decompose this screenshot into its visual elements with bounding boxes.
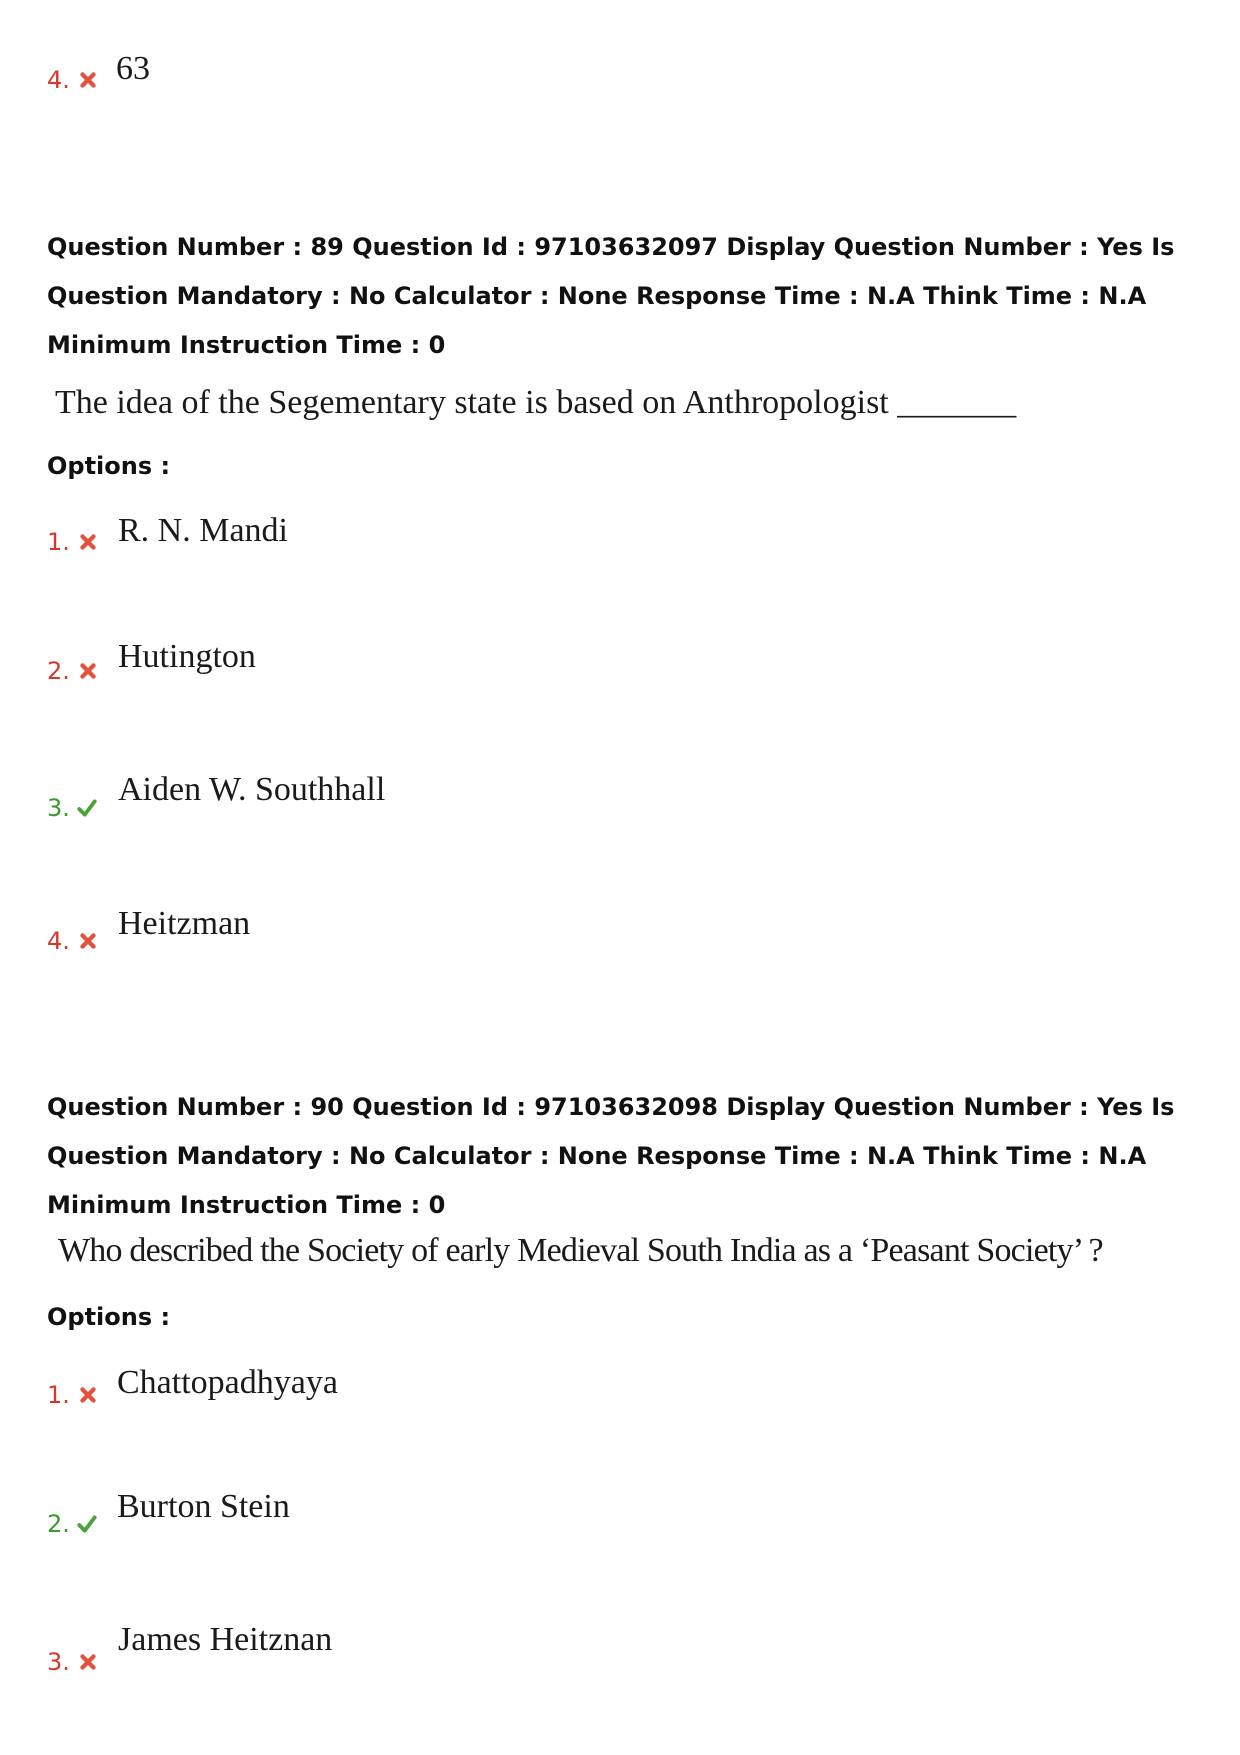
option-text: Aiden W. Southhall	[118, 771, 386, 808]
question-meta: Question Number : 90 Question Id : 97103632098 Display Question Number : Yes Is Question Mandatory : No Calculator : None Response Time : N.A Think Time : N.A Minimum Instruction Time : 0	[47, 1093, 1175, 1219]
option-text: R. N. Mandi	[118, 512, 288, 549]
option-number: 4.	[47, 66, 70, 94]
question-meta: Question Number : 89 Question Id : 97103632097 Display Question Number : Yes Is Question Mandatory : No Calculator : None Response Time : N.A Think Time : N.A Minimum Instruction Time : 0	[47, 233, 1175, 359]
cross-icon	[77, 1384, 99, 1406]
option-number: 1.	[47, 1381, 70, 1409]
options-label: Options :	[47, 1303, 171, 1331]
check-icon	[76, 1513, 98, 1535]
option-number: 4.	[47, 927, 70, 955]
cross-icon	[77, 69, 99, 91]
option-number: 3.	[47, 794, 70, 822]
option-number: 2.	[47, 1510, 70, 1538]
cross-icon	[77, 930, 99, 952]
option-text: Burton Stein	[117, 1488, 290, 1525]
option-text: Chattopadhyaya	[117, 1364, 338, 1401]
cross-icon	[77, 660, 99, 682]
question-text: The idea of the Segementary state is based on Anthropologist _______	[55, 384, 1017, 421]
cross-icon	[77, 531, 99, 553]
option-number: 3.	[47, 1648, 70, 1676]
option-text: James Heitznan	[118, 1621, 333, 1658]
option-text: 63	[116, 50, 150, 87]
option-text: Heitzman	[118, 905, 251, 942]
cross-icon	[77, 1651, 99, 1673]
check-icon	[76, 797, 98, 819]
question-text: Who described the Society of early Medieval South India as a ‘Peasant Society’ ?	[58, 1232, 1103, 1269]
option-number: 1.	[47, 528, 70, 556]
option-text: Hutington	[118, 638, 256, 675]
options-label: Options :	[47, 452, 171, 480]
option-number: 2.	[47, 657, 70, 685]
